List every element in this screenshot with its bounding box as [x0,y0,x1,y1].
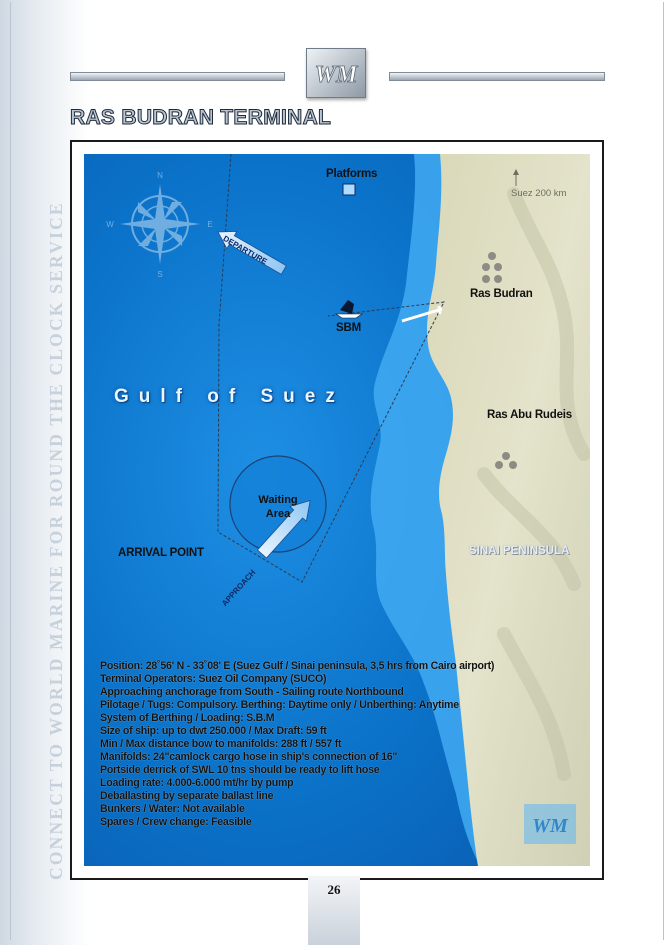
compass-s: S [157,270,163,279]
header-bar-left [70,72,285,81]
platforms-label: Platforms [326,168,378,180]
approach-label: APPROACH [220,567,258,609]
info-line: Approaching anchorage from South - Sailing route Northbound [100,686,404,698]
wm-logo [306,48,366,98]
waiting-area-label [250,493,306,521]
platforms-marker [343,184,355,195]
departure-label: DEPARTURE [221,234,269,267]
wm-logo-icon [307,49,365,97]
map-frame [70,140,604,880]
map-area [84,154,590,866]
side-slogan: CONNECT TO WORLD MARINE FOR ROUND THE CLOCK SERVICE [46,201,66,880]
wm-watermark-text: WM [532,815,568,837]
info-line: Bunkers / Water: Not available [100,803,245,815]
info-line: Deballasting by separate ballast line [100,790,274,802]
compass-n: N [157,171,163,180]
info-line: Size of ship: up to dwt 250.000 / Max Draft: 59 ft [100,725,327,737]
info-line: Pilotage / Tugs: Compulsory. Berthing: Daytime only / Unberthing: Anytime [100,699,459,711]
waiting-area-line2: Area [265,508,291,520]
arrival-point-label: ARRIVAL POINT [118,547,204,559]
page-title: RAS BUDRAN TERMINAL [70,106,332,129]
info-line: Spares / Crew change: Feasible [100,816,252,828]
sbm-label: SBM [336,322,361,334]
info-line: Min / Max distance bow to manifolds: 288 ft / 557 ft [100,738,342,750]
sinai-peninsula-label: SINAI PENINSULA [469,545,570,557]
terminal-info [100,660,580,829]
info-line: Manifolds: 24"camlock cargo hose in ship's connection of 16" [100,751,398,763]
header-bar-right [389,72,605,81]
info-line: Loading rate: 4.000-6.000 mt/hr by pump [100,777,294,789]
page-number: 26 [327,882,341,897]
compass-w: W [106,220,114,229]
ras-budran-label: Ras Budran [470,288,533,300]
waiting-area-line1: Waiting [258,494,298,506]
info-line: Portside derrick of SWL 10 tns should be ready to lift hose [100,764,380,776]
gulf-of-suez-label: Gulf of Suez [114,386,345,407]
jetty-head [439,306,440,314]
suez-distance-label: Suez 200 km [511,188,567,199]
info-line: System of Berthing / Loading: S.B.M [100,712,275,724]
info-line: Position: 28˚56' N - 33˚08' E (Suez Gulf / Sinai peninsula, 3,5 hrs from Cairo airport) [100,660,495,672]
wm-logo-text: WM [314,62,358,88]
compass-e: E [207,220,213,229]
info-line: Terminal Operators: Suez Oil Company (SUCO) [100,673,327,685]
ras-abu-rudeis-label: Ras Abu Rudeis [487,409,572,421]
